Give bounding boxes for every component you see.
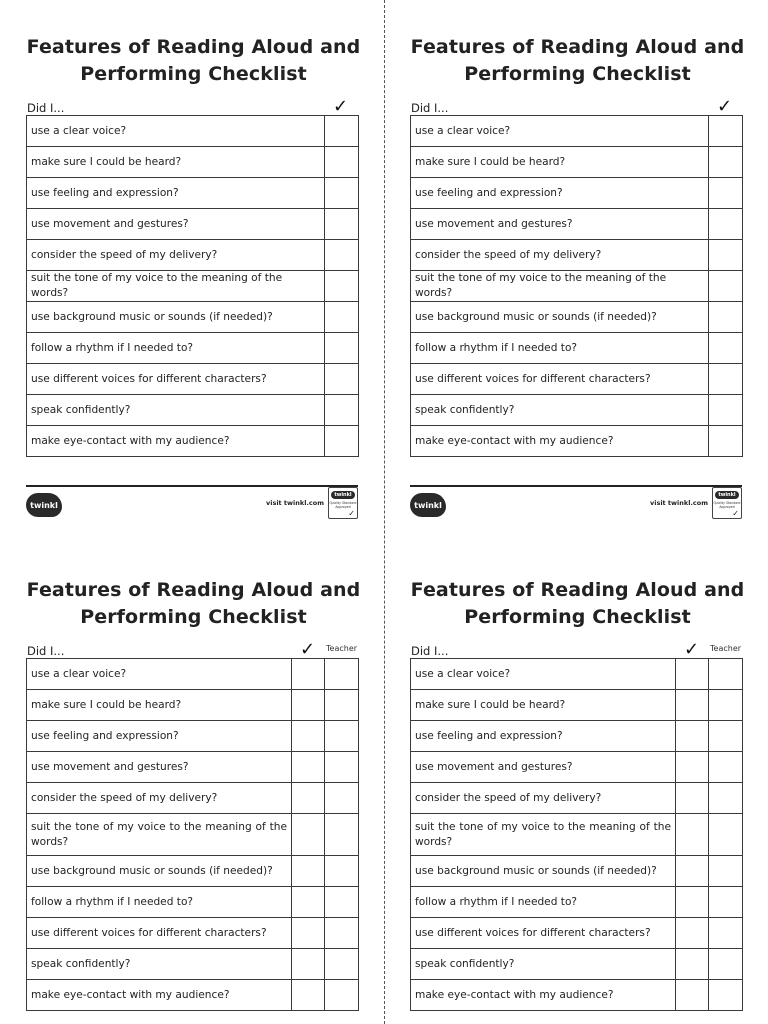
teacher-check-box[interactable] [325,752,359,783]
teacher-check-box[interactable] [709,814,743,856]
checklist-card-top-left [26,34,361,457]
table-row [27,918,359,949]
table-row [411,395,743,426]
badge-tick-icon: ✓ [732,509,739,518]
table-row [27,178,359,209]
self-check-box[interactable] [709,395,743,426]
self-check-box[interactable] [709,240,743,271]
table-row [27,426,359,457]
question-text: make eye-contact with my audience? [27,426,325,457]
question-text: use a clear voice? [411,116,709,147]
self-check-box[interactable] [709,147,743,178]
table-row [27,302,359,333]
twinkl-logo-icon [410,493,446,517]
card-title: Features of Reading Aloud and Performing Checklist [410,36,745,85]
card-footer [410,485,742,529]
question-text: suit the tone of my voice to the meaning of the words? [411,814,676,856]
tick-icon: ✓ [684,639,700,660]
self-check-box[interactable] [292,752,325,783]
table-row [411,690,743,721]
table-row [411,814,743,856]
visit-link[interactable]: visit twinkl.com [265,499,324,507]
self-check-box[interactable] [292,980,325,1011]
self-check-box[interactable] [676,783,709,814]
self-check-box[interactable] [325,302,359,333]
question-text: make eye-contact with my audience? [27,980,292,1011]
table-header-row [410,638,745,658]
teacher-check-box[interactable] [709,949,743,980]
question-text: suit the tone of my voice to the meaning of the words? [27,814,292,856]
question-text: speak confidently? [411,395,709,426]
badge-logo-text: twinkl [715,491,738,499]
question-text: make eye-contact with my audience? [411,980,676,1011]
table-row [411,721,743,752]
question-text: use different voices for different characters? [411,918,676,949]
question-text: make sure I could be heard? [411,147,709,178]
checklist-table [26,115,359,457]
table-row [411,783,743,814]
table-row [27,752,359,783]
table-row [411,887,743,918]
card-footer [26,485,358,529]
badge-text: Quality Standard Approved [713,501,741,509]
self-check-box[interactable] [325,209,359,240]
question-text: suit the tone of my voice to the meaning of the words? [27,271,325,302]
question-text: use movement and gestures? [27,752,292,783]
table-row [27,364,359,395]
table-row [411,302,743,333]
tick-icon: ✓ [300,639,316,660]
table-row [27,690,359,721]
table-row [27,116,359,147]
did-i-label: Did I... [27,644,65,658]
table-row [27,333,359,364]
self-check-box[interactable] [292,949,325,980]
table-row [27,659,359,690]
table-row [27,240,359,271]
self-check-box[interactable] [676,814,709,856]
question-text: make sure I could be heard? [27,690,292,721]
teacher-check-box[interactable] [325,949,359,980]
self-check-box[interactable] [709,116,743,147]
table-row [27,856,359,887]
teacher-check-box[interactable] [709,721,743,752]
self-check-box[interactable] [709,209,743,240]
card-title: Features of Reading Aloud and Performing Checklist [410,579,745,628]
table-header-row [26,95,361,115]
self-check-box[interactable] [325,333,359,364]
question-text: use feeling and expression? [27,178,325,209]
teacher-check-box[interactable] [325,814,359,856]
question-text: use a clear voice? [27,659,292,690]
badge-text: Quality Standard Approved [329,501,357,509]
question-text: follow a rhythm if I needed to? [27,333,325,364]
question-text: consider the speed of my delivery? [27,240,325,271]
teacher-check-box[interactable] [709,980,743,1011]
question-text: use movement and gestures? [27,209,325,240]
teacher-check-box[interactable] [325,659,359,690]
self-check-box[interactable] [292,887,325,918]
checklist-card-bottom-left [26,577,361,1011]
question-text: use background music or sounds (if needed)? [411,302,709,333]
teacher-check-box[interactable] [709,887,743,918]
table-row [411,980,743,1011]
table-row [27,783,359,814]
question-text: use movement and gestures? [411,752,676,783]
table-row [411,752,743,783]
self-check-box[interactable] [676,980,709,1011]
question-text: use background music or sounds (if needed)? [27,856,292,887]
table-row [27,980,359,1011]
table-row [411,949,743,980]
tick-icon: ✓ [717,96,733,117]
question-text: speak confidently? [27,949,292,980]
self-check-box[interactable] [709,426,743,457]
self-check-box[interactable] [292,659,325,690]
table-row [411,856,743,887]
teacher-check-box[interactable] [325,783,359,814]
self-check-box[interactable] [676,918,709,949]
self-check-box[interactable] [676,887,709,918]
self-check-box[interactable] [292,690,325,721]
self-check-box[interactable] [325,116,359,147]
self-check-box[interactable] [325,364,359,395]
cut-line-divider [384,0,385,1024]
teacher-check-box[interactable] [325,980,359,1011]
teacher-check-box[interactable] [709,752,743,783]
self-check-box[interactable] [676,659,709,690]
table-row [411,209,743,240]
table-row [27,887,359,918]
table-row [411,659,743,690]
checklist-table [410,115,743,457]
table-row [27,395,359,426]
question-text: make sure I could be heard? [27,147,325,178]
table-header-row [410,95,745,115]
did-i-label: Did I... [411,644,449,658]
teacher-check-box[interactable] [325,918,359,949]
table-row [411,178,743,209]
did-i-label: Did I... [27,101,65,115]
tick-icon: ✓ [333,96,349,117]
table-row [27,147,359,178]
table-row [27,949,359,980]
table-row [27,814,359,856]
self-check-box[interactable] [325,240,359,271]
self-check-box[interactable] [292,856,325,887]
visit-link[interactable]: visit twinkl.com [649,499,708,507]
self-check-box[interactable] [325,395,359,426]
self-check-box[interactable] [709,302,743,333]
question-text: use background music or sounds (if needed)? [27,302,325,333]
teacher-check-box[interactable] [709,690,743,721]
self-check-box[interactable] [676,752,709,783]
card-title: Features of Reading Aloud and Performing Checklist [26,579,361,628]
teacher-label: Teacher [326,644,358,653]
question-text: follow a rhythm if I needed to? [411,333,709,364]
badge-logo-text: twinkl [331,491,354,499]
question-text: follow a rhythm if I needed to? [411,887,676,918]
question-text: use different voices for different characters? [27,918,292,949]
question-text: make eye-contact with my audience? [411,426,709,457]
self-check-box[interactable] [292,918,325,949]
logo-text: twinkl [414,500,442,510]
footer-rule [410,485,742,487]
question-text: suit the tone of my voice to the meaning of the words? [411,271,709,302]
self-check-box[interactable] [325,426,359,457]
self-check-box[interactable] [676,690,709,721]
question-text: use different voices for different characters? [27,364,325,395]
table-row [411,240,743,271]
question-text: use different voices for different characters? [411,364,709,395]
footer-rule [26,485,358,487]
self-check-box[interactable] [709,364,743,395]
table-row [27,209,359,240]
teacher-check-box[interactable] [709,783,743,814]
checklist-table [410,658,743,1011]
teacher-label: Teacher [710,644,742,653]
checklist-card-bottom-right [410,577,745,1011]
question-text: speak confidently? [411,949,676,980]
table-row [411,147,743,178]
question-text: make sure I could be heard? [411,690,676,721]
checklist-table [26,658,359,1011]
self-check-box[interactable] [709,333,743,364]
question-text: use movement and gestures? [411,209,709,240]
teacher-check-box[interactable] [709,856,743,887]
self-check-box[interactable] [325,147,359,178]
twinkl-logo-icon [26,493,62,517]
self-check-box[interactable] [676,949,709,980]
table-row [411,426,743,457]
question-text: use a clear voice? [27,116,325,147]
table-header-row [26,638,361,658]
teacher-check-box[interactable] [709,918,743,949]
question-text: consider the speed of my delivery? [411,240,709,271]
table-row [411,364,743,395]
question-text: consider the speed of my delivery? [411,783,676,814]
question-text: use background music or sounds (if needed)? [411,856,676,887]
teacher-check-box[interactable] [325,721,359,752]
self-check-box[interactable] [292,814,325,856]
question-text: use feeling and expression? [411,721,676,752]
teacher-check-box[interactable] [709,659,743,690]
table-row [411,116,743,147]
question-text: consider the speed of my delivery? [27,783,292,814]
self-check-box[interactable] [709,178,743,209]
teacher-check-box[interactable] [325,856,359,887]
quality-standard-badge-icon [712,487,742,519]
quality-standard-badge-icon [328,487,358,519]
self-check-box[interactable] [676,856,709,887]
table-row [411,918,743,949]
logo-text: twinkl [30,500,58,510]
self-check-box[interactable] [292,721,325,752]
self-check-box[interactable] [676,721,709,752]
card-title: Features of Reading Aloud and Performing Checklist [26,36,361,85]
table-row [27,271,359,302]
self-check-box[interactable] [292,783,325,814]
question-text: follow a rhythm if I needed to? [27,887,292,918]
question-text: use feeling and expression? [27,721,292,752]
self-check-box[interactable] [325,271,359,302]
badge-tick-icon: ✓ [348,509,355,518]
self-check-box[interactable] [709,271,743,302]
table-row [411,271,743,302]
teacher-check-box[interactable] [325,690,359,721]
question-text: use a clear voice? [411,659,676,690]
teacher-check-box[interactable] [325,887,359,918]
did-i-label: Did I... [411,101,449,115]
self-check-box[interactable] [325,178,359,209]
table-row [27,721,359,752]
question-text: speak confidently? [27,395,325,426]
table-row [411,333,743,364]
checklist-card-top-right [410,34,745,457]
question-text: use feeling and expression? [411,178,709,209]
